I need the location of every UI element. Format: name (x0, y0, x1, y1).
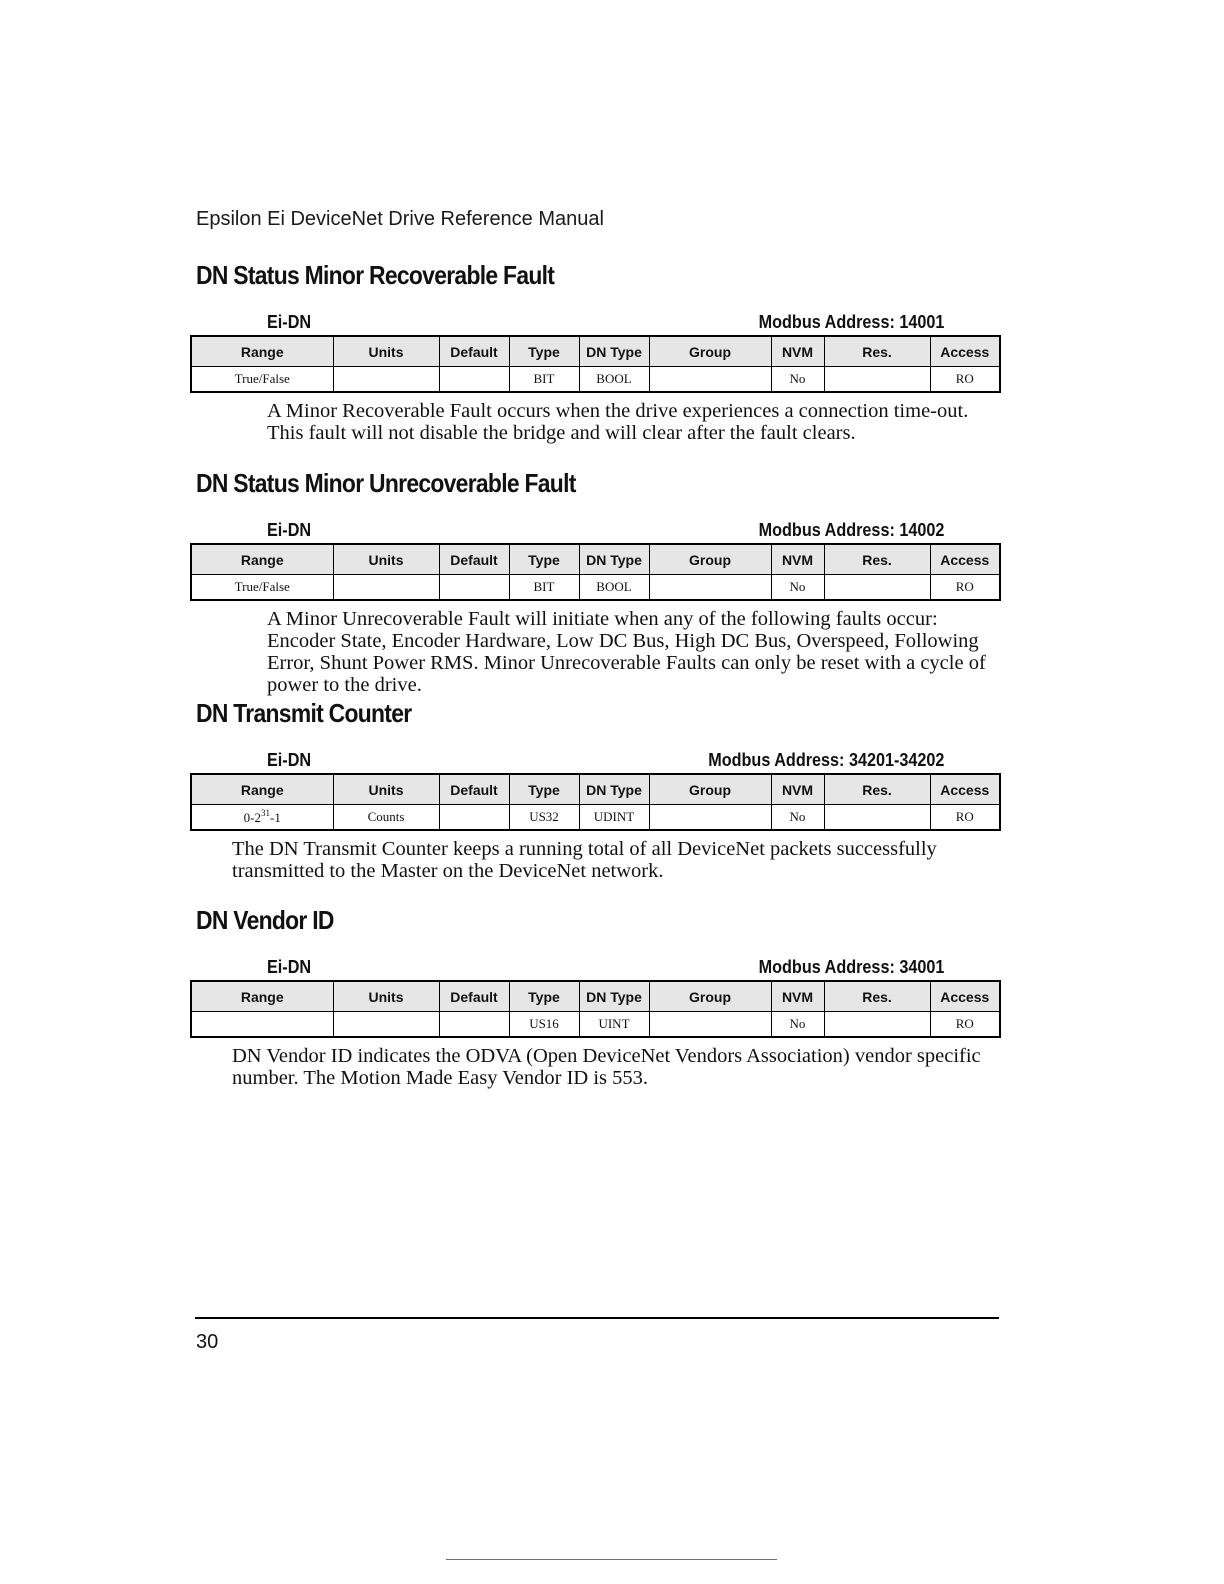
running-header: Epsilon Ei DeviceNet Drive Reference Manual (196, 208, 604, 230)
parameter-table (190, 980, 1001, 1038)
section-title: DN Transmit Counter (196, 698, 412, 728)
cell-group (649, 575, 771, 601)
col-header: Group (649, 544, 771, 575)
section-title: DN Status Minor Unrecoverable Fault (196, 468, 576, 498)
cell-access: RO (930, 1012, 1000, 1038)
col-header: Type (509, 336, 579, 367)
page-number: 30 (196, 1331, 219, 1353)
col-header: DN Type (579, 774, 649, 805)
range-base: 0-2 (243, 810, 261, 825)
cell-access: RO (930, 575, 1000, 601)
table-row (191, 367, 1000, 393)
col-header: Type (509, 774, 579, 805)
section-description: The DN Transmit Counter keeps a running total of all DeviceNet packets successfully transmitted to the Master on the DeviceNet network. (232, 838, 937, 882)
cell-dn-type: BOOL (579, 367, 649, 393)
cell-type: US32 (509, 805, 579, 831)
col-header: Range (191, 981, 333, 1012)
col-header: Access (930, 544, 1000, 575)
col-header: DN Type (579, 981, 649, 1012)
cell-default (439, 805, 509, 831)
cell-nvm: No (771, 575, 824, 601)
cell-group (649, 1012, 771, 1038)
cell-range: True/False (191, 575, 333, 601)
table-row (191, 1012, 1000, 1038)
col-header: Range (191, 336, 333, 367)
col-header: Access (930, 981, 1000, 1012)
modbus-address: Modbus Address: 14001 (758, 312, 944, 332)
cell-dn-type: BOOL (579, 575, 649, 601)
cell-nvm: No (771, 367, 824, 393)
cell-type: US16 (509, 1012, 579, 1038)
cell-units: Counts (333, 805, 439, 831)
range-exponent: 31 (261, 808, 270, 818)
bottom-link-underline (446, 1559, 777, 1560)
col-header: Units (333, 336, 439, 367)
section-description: A Minor Recoverable Fault occurs when the drive experiences a connection time-out. This fault will not disable the bridge and will clear after the fault clears. (267, 400, 969, 444)
col-header: DN Type (579, 336, 649, 367)
cell-default (439, 575, 509, 601)
section-title: DN Vendor ID (196, 905, 334, 935)
col-header: Access (930, 774, 1000, 805)
cell-res (824, 1012, 930, 1038)
cell-type: BIT (509, 575, 579, 601)
col-header: NVM (771, 774, 824, 805)
section-description: DN Vendor ID indicates the ODVA (Open DeviceNet Vendors Association) vendor specific number. The Motion Made Easy Vendor ID is 553. (232, 1045, 981, 1089)
table-header-row (191, 336, 1000, 367)
col-header: Group (649, 774, 771, 805)
col-header: Default (439, 774, 509, 805)
footer-divider (195, 1317, 999, 1319)
section-title: DN Status Minor Recoverable Fault (196, 260, 555, 290)
col-header: Group (649, 981, 771, 1012)
col-header: Default (439, 981, 509, 1012)
cell-group (649, 367, 771, 393)
col-header: DN Type (579, 544, 649, 575)
col-header: Group (649, 336, 771, 367)
parameter-table (190, 773, 1001, 831)
cell-dn-type: UINT (579, 1012, 649, 1038)
table-header-row (191, 544, 1000, 575)
cell-range: True/False (191, 367, 333, 393)
col-header: NVM (771, 336, 824, 367)
cell-range (191, 1012, 333, 1038)
cell-nvm: No (771, 1012, 824, 1038)
table-header-row (191, 774, 1000, 805)
product-label: Ei-DN (267, 312, 312, 332)
col-header: Access (930, 336, 1000, 367)
product-label: Ei-DN (267, 750, 312, 770)
col-header: Res. (824, 336, 930, 367)
col-header: Units (333, 774, 439, 805)
section-description: A Minor Unrecoverable Fault will initiate when any of the following faults occur: Encoder State, Encoder Hardware, Low DC Bus, High DC Bus, Overspeed, Following Error, Shunt Power RMS. Minor Unrecoverable Faults can only be reset with a cycle of power to the drive. (267, 608, 986, 696)
cell-default (439, 367, 509, 393)
cell-access: RO (930, 367, 1000, 393)
cell-res (824, 805, 930, 831)
parameter-table (190, 543, 1001, 601)
cell-range (191, 805, 333, 831)
parameter-table (190, 335, 1001, 393)
table-header-row (191, 981, 1000, 1012)
modbus-address: Modbus Address: 34001 (758, 957, 944, 977)
col-header: NVM (771, 544, 824, 575)
product-label: Ei-DN (267, 520, 312, 540)
col-header: Default (439, 336, 509, 367)
col-header: Type (509, 981, 579, 1012)
table-row (191, 575, 1000, 601)
col-header: Units (333, 544, 439, 575)
cell-nvm: No (771, 805, 824, 831)
cell-dn-type: UDINT (579, 805, 649, 831)
product-label: Ei-DN (267, 957, 312, 977)
range-suffix: -1 (270, 810, 281, 825)
cell-default (439, 1012, 509, 1038)
col-header: Range (191, 544, 333, 575)
col-header: Type (509, 544, 579, 575)
cell-units (333, 1012, 439, 1038)
cell-type: BIT (509, 367, 579, 393)
col-header: Res. (824, 774, 930, 805)
cell-group (649, 805, 771, 831)
col-header: Default (439, 544, 509, 575)
cell-access: RO (930, 805, 1000, 831)
col-header: Units (333, 981, 439, 1012)
col-header: Res. (824, 544, 930, 575)
modbus-address: Modbus Address: 14002 (758, 520, 944, 540)
col-header: NVM (771, 981, 824, 1012)
cell-res (824, 575, 930, 601)
cell-units (333, 367, 439, 393)
modbus-address: Modbus Address: 34201-34202 (707, 750, 944, 770)
cell-units (333, 575, 439, 601)
table-row (191, 805, 1000, 831)
col-header: Range (191, 774, 333, 805)
cell-res (824, 367, 930, 393)
col-header: Res. (824, 981, 930, 1012)
